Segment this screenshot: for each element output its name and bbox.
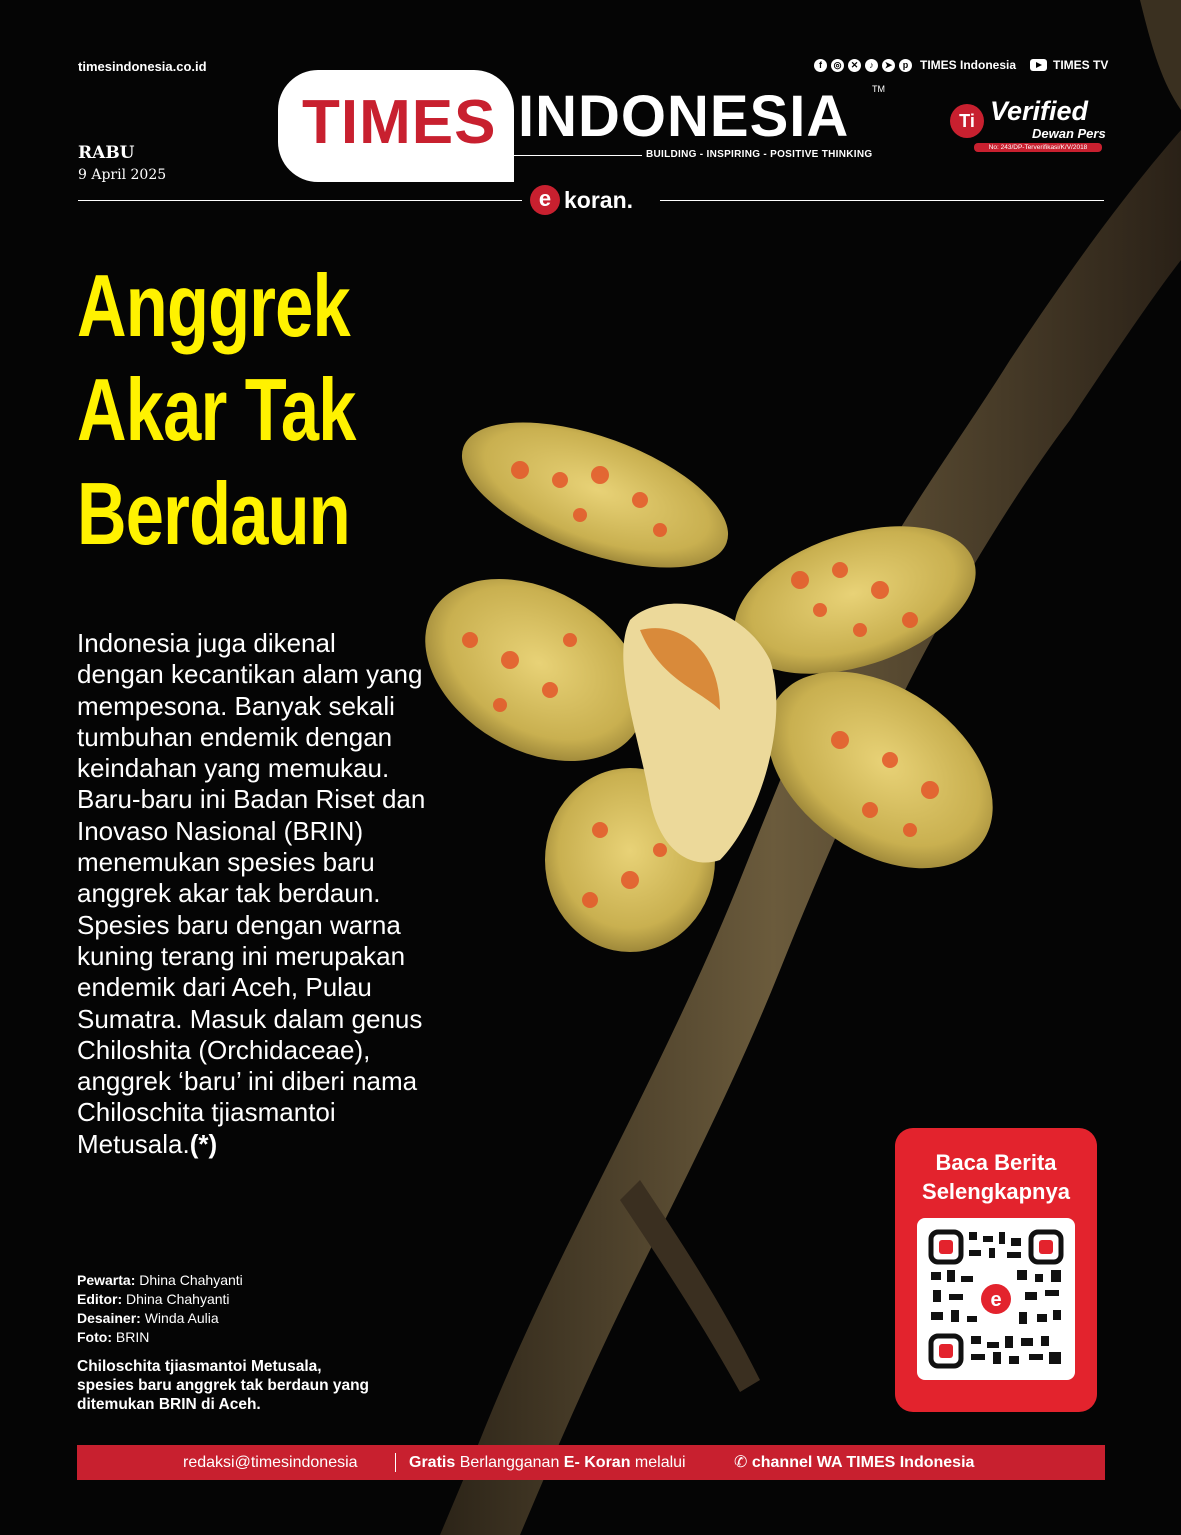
qr-code-icon: [917, 1218, 1075, 1380]
credit-label: Foto:: [77, 1329, 112, 1345]
credit-row: [77, 1271, 243, 1290]
logo-times-block: [278, 70, 514, 182]
verified-title: Verified: [990, 96, 1089, 126]
read-more-card[interactable]: [895, 1128, 1097, 1412]
read-more-line: Selengkapnya: [922, 1179, 1070, 1204]
tiktok-icon[interactable]: ♪: [865, 59, 878, 72]
social-links: [814, 58, 1016, 72]
social-handle: TIMES Indonesia: [920, 58, 1017, 72]
credit-row: [77, 1328, 243, 1347]
logo-indonesia-text: INDONESIA: [518, 84, 850, 149]
credit-value: Winda Aulia: [144, 1310, 219, 1326]
footer-bar: [77, 1445, 1105, 1480]
x-icon[interactable]: ✕: [848, 59, 861, 72]
footer-channel-label: channel WA TIMES Indonesia: [751, 1454, 975, 1471]
verified-number: No: 243/DP-Terverifikasi/K/V/2018: [974, 143, 1102, 152]
logo-times-text: TIMES: [302, 88, 497, 157]
article-body: [77, 628, 427, 1160]
trademark-mark: TM: [872, 84, 885, 94]
telegram-icon[interactable]: ➤: [882, 59, 895, 72]
whatsapp-icon: ✆: [734, 1454, 748, 1471]
footer-email[interactable]: redaksi@timesindonesia: [183, 1454, 358, 1471]
credit-value: Dhina Chahyanti: [139, 1272, 243, 1288]
footer-ekoran: E- Koran: [563, 1454, 631, 1471]
article-end-mark: (*): [189, 1128, 218, 1159]
credit-value: Dhina Chahyanti: [126, 1291, 230, 1307]
footer-melalui: melalui: [634, 1454, 686, 1471]
ti-logo-icon: Ti: [950, 104, 984, 138]
photo-caption: Chiloschita tjiasmantoi Metusala, spesies baru anggrek tak berdaun yang ditemukan BRIN di Aceh.: [77, 1358, 370, 1413]
headline-line: Berdaun: [77, 464, 350, 563]
headline: [77, 254, 356, 566]
footer-whatsapp-channel[interactable]: [734, 1445, 974, 1480]
credits: [77, 1271, 243, 1347]
credit-row: [77, 1309, 243, 1328]
read-more-title: [895, 1148, 1097, 1206]
footer-separator: [395, 1453, 396, 1472]
svg-text:e: e: [990, 1289, 1002, 1311]
tagline: BUILDING - INSPIRING - POSITIVE THINKING: [646, 149, 873, 160]
issue-date: 9 April 2025: [78, 167, 167, 183]
times-tv-link[interactable]: [1030, 58, 1108, 72]
issue-day: RABU: [78, 143, 135, 163]
ekoran-e-icon: e: [530, 185, 560, 215]
credit-label: Editor:: [77, 1291, 123, 1307]
tv-label: TIMES TV: [1053, 58, 1109, 72]
instagram-icon[interactable]: ◎: [831, 59, 844, 72]
site-url[interactable]: timesindonesia.co.id: [78, 59, 207, 74]
credit-value: BRIN: [115, 1329, 150, 1345]
header-rule-left: [78, 200, 522, 201]
qr-code[interactable]: [917, 1218, 1075, 1380]
credit-row: [77, 1290, 243, 1309]
ekoran-logo: [530, 185, 633, 215]
credit-label: Desainer:: [77, 1310, 141, 1326]
article-body-text: Indonesia juga dikenal dengan kecantikan alam yang mempesona. Banyak sekali tumbuhan endemik dengan keindahan yang memukau. Baru-baru ini Badan Riset dan Inovaso Nasional (BRIN) menemukan spesies baru anggrek akar tak berdaun. Spesies baru dengan warna kuning terang ini merupakan endemik dari Aceh, Pulau Sumatra. Masuk dalam genus Chiloshita (Orchidaceae), anggrek ‘baru’ ini diberi nama Chiloschita tjiasmantoi Metusala.: [77, 628, 426, 1159]
headline-line: Akar Tak: [77, 360, 356, 459]
pinterest-icon[interactable]: p: [899, 59, 912, 72]
footer-berlangganan: Berlangganan: [459, 1454, 560, 1471]
header-rule-right: [660, 200, 1104, 201]
ekoran-label: koran.: [564, 186, 634, 213]
read-more-line: Baca Berita: [935, 1150, 1057, 1175]
tagline-divider: [508, 155, 642, 156]
facebook-icon[interactable]: f: [814, 59, 827, 72]
footer-subscribe[interactable]: [409, 1445, 686, 1480]
verified-subtitle: Dewan Pers: [1032, 126, 1106, 141]
credit-label: Pewarta:: [77, 1272, 136, 1288]
headline-line: Anggrek: [77, 256, 350, 355]
footer-gratis: Gratis: [409, 1454, 456, 1471]
youtube-icon: [1030, 59, 1047, 71]
